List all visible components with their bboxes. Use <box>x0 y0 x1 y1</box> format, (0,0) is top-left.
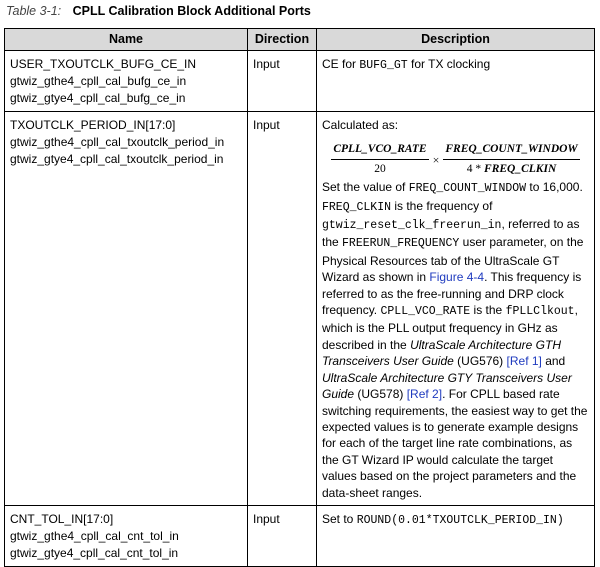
desc-text: . This frequency is referred to as the free-running and DRP clock frequency. <box>322 270 582 318</box>
desc-code: CPLL_VCO_RATE <box>380 305 471 319</box>
fraction-denominator <box>467 160 556 177</box>
table-row <box>5 112 595 506</box>
desc-code: ROUND(0.01*TXOUTCLK_PERIOD_IN) <box>356 513 564 527</box>
table-number: Table 3-1: <box>6 4 62 18</box>
desc-text: , referred to as the <box>322 217 580 250</box>
port-name: CNT_TOL_IN[17:0] <box>10 511 114 526</box>
fraction-numerator: CPLL_VCO_RATE <box>331 141 428 159</box>
denominator-prefix: 4 * <box>466 162 485 175</box>
desc-text: (UG578) <box>354 387 407 402</box>
denominator-variable: FREQ_CLKIN <box>484 162 557 175</box>
fraction-numerator: FREQ_COUNT_WINDOW <box>443 141 579 159</box>
description-cell <box>317 112 595 506</box>
formula <box>322 141 589 177</box>
fraction-denominator: 20 <box>374 162 386 175</box>
port-alias: gtwiz_gtye4_cpll_cal_cnt_tol_in <box>10 545 179 560</box>
table-row <box>5 51 595 112</box>
desc-text: is the frequency of <box>391 198 493 213</box>
direction-cell: Input <box>248 51 317 112</box>
ref-link[interactable]: [Ref 1] <box>506 354 542 369</box>
fraction-window <box>443 141 579 177</box>
description-cell <box>317 51 595 112</box>
desc-code: gtwiz_reset_clk_freerun_in <box>322 219 502 233</box>
desc-text: user parameter, on the Physical Resources tab of the UltraScale GT Wizard as shown in <box>322 235 584 285</box>
port-name-cell <box>5 51 248 112</box>
direction-cell: Input <box>248 505 317 566</box>
desc-text: Set to <box>322 511 357 526</box>
header-description: Description <box>317 29 595 51</box>
desc-intro: Calculated as: <box>322 118 399 132</box>
table-title: CPLL Calibration Block Additional Ports <box>72 4 311 18</box>
desc-text: to 16,000. <box>526 180 583 195</box>
desc-text: (UG576) <box>453 354 507 369</box>
port-alias: gtwiz_gthe4_cpll_cal_cnt_tol_in <box>10 528 179 543</box>
desc-paragraph <box>322 179 589 501</box>
table-caption <box>6 4 311 18</box>
header-direction: Direction <box>248 29 317 51</box>
header-name: Name <box>5 29 248 51</box>
port-alias: gtwiz_gthe4_cpll_cal_txoutclk_period_in <box>10 135 225 149</box>
ref-link[interactable]: [Ref 2] <box>406 387 443 402</box>
header-row <box>5 29 595 51</box>
port-alias: gtwiz_gtye4_cpll_cal_txoutclk_period_in <box>10 152 224 166</box>
port-alias: gtwiz_gthe4_cpll_cal_bufg_ce_in <box>10 74 187 88</box>
desc-code: FREERUN_FREQUENCY <box>342 237 460 251</box>
desc-code: BUFG_GT <box>359 59 408 72</box>
direction-cell: Input <box>248 112 317 506</box>
desc-text: , which is the PLL output frequency in GHz as described in the <box>322 303 578 352</box>
port-alias: gtwiz_gtye4_cpll_cal_bufg_ce_in <box>10 91 186 105</box>
desc-text: . For CPLL based rate switching requirements, the easiest way to get the expected values is to generate example designs for each of the target line rate combinations, as the GT Wizard IP would calculate the target values based on the project parameters and the data-sheet ranges. <box>322 387 588 500</box>
ports-table <box>4 28 595 567</box>
desc-text: Set the value of <box>322 180 409 195</box>
doc-title: UltraScale Architecture GTY Transceivers User Guide <box>322 370 572 402</box>
desc-text: for TX clocking <box>407 57 491 71</box>
multiply-sign: × <box>432 153 440 168</box>
desc-code: fPLLClkout <box>505 305 575 319</box>
figure-link[interactable]: Figure 4-4 <box>429 270 485 285</box>
desc-text: and <box>541 354 566 369</box>
port-name: TXOUTCLK_PERIOD_IN[17:0] <box>10 118 176 132</box>
desc-text: is the <box>470 303 506 318</box>
doc-title: UltraScale Architecture GTH Transceivers User Guide <box>322 337 561 369</box>
port-name-cell <box>5 112 248 506</box>
port-name: USER_TXOUTCLK_BUFG_CE_IN <box>10 57 197 71</box>
desc-text: CE for <box>322 57 360 71</box>
desc-code: FREQ_COUNT_WINDOW <box>408 182 527 196</box>
desc-code: FREQ_CLKIN <box>322 200 392 214</box>
fraction-vco <box>331 141 428 177</box>
